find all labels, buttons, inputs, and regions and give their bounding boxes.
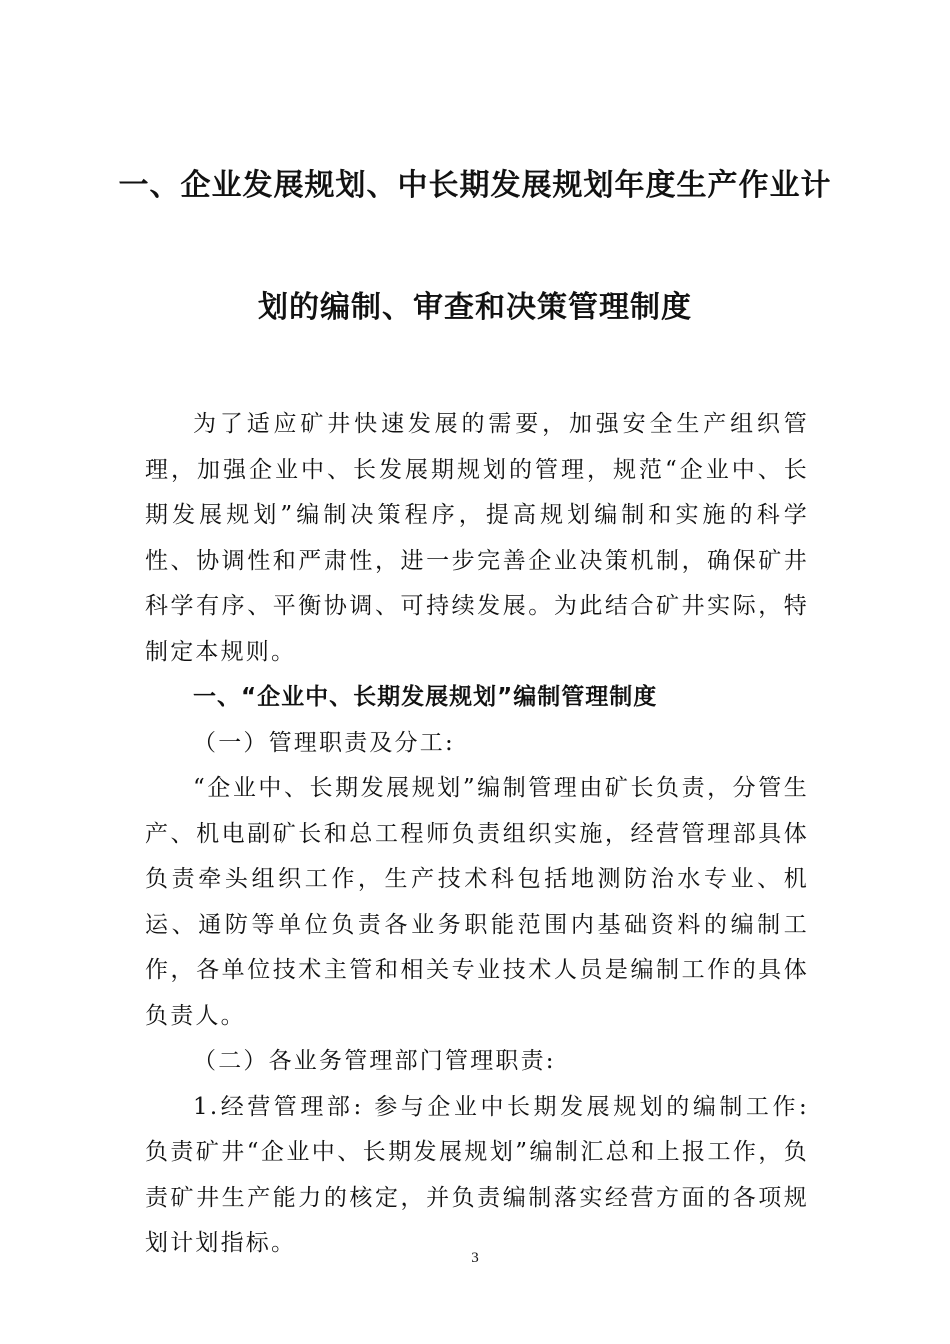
subsection-1-heading: （一）管理职责及分工: — [193, 729, 455, 756]
document-body — [145, 402, 809, 1267]
section-1-heading: 一、“企业中、长期发展规划”编制管理制度 — [193, 684, 658, 710]
subsection-1-body: “企业中、长期发展规划”编制管理由矿长负责，分管生产、机电副矿长和总工程师负责组织实施，经营管理部具体负责牵头组织工作，生产技术科包括地测防治水专业、机运、通防等单位负责各业务职能范围内基础资料的编制工作，各单位技术主管和相关专业技术人员是编制工作的具体负责人。 — [145, 775, 809, 1029]
item-1-paragraph: 1.经营管理部: 参与企业中长期发展规划的编制工作: 负责矿井“企业中、长期发展规划”编制汇总和上报工作，负责矿井生产能力的核定，并负责编制落实经营方面的各项规划计划指标。 — [145, 1093, 809, 1256]
subsection-2-heading: （二）各业务管理部门管理职责: — [193, 1048, 556, 1074]
intro-paragraph: 为了适应矿井快速发展的需要，加强安全生产组织管理，加强企业中、长发展期规划的管理，规范“企业中、长期发展规划”编制决策程序，提高规划编制和实施的科学性、协调性和严肃性，进一步完善企业决策机制，确保矿井科学有序、平衡协调、可持续发展。为此结合矿井实际，特制定本规则。 — [145, 411, 809, 665]
document-title-line-2: 划的编制、审查和决策管理制度 — [258, 290, 692, 325]
page-number: 3 — [471, 1250, 479, 1266]
document-title-line-1: 一、企业发展规划、中长期发展规划年度生产作业计 — [118, 168, 832, 203]
